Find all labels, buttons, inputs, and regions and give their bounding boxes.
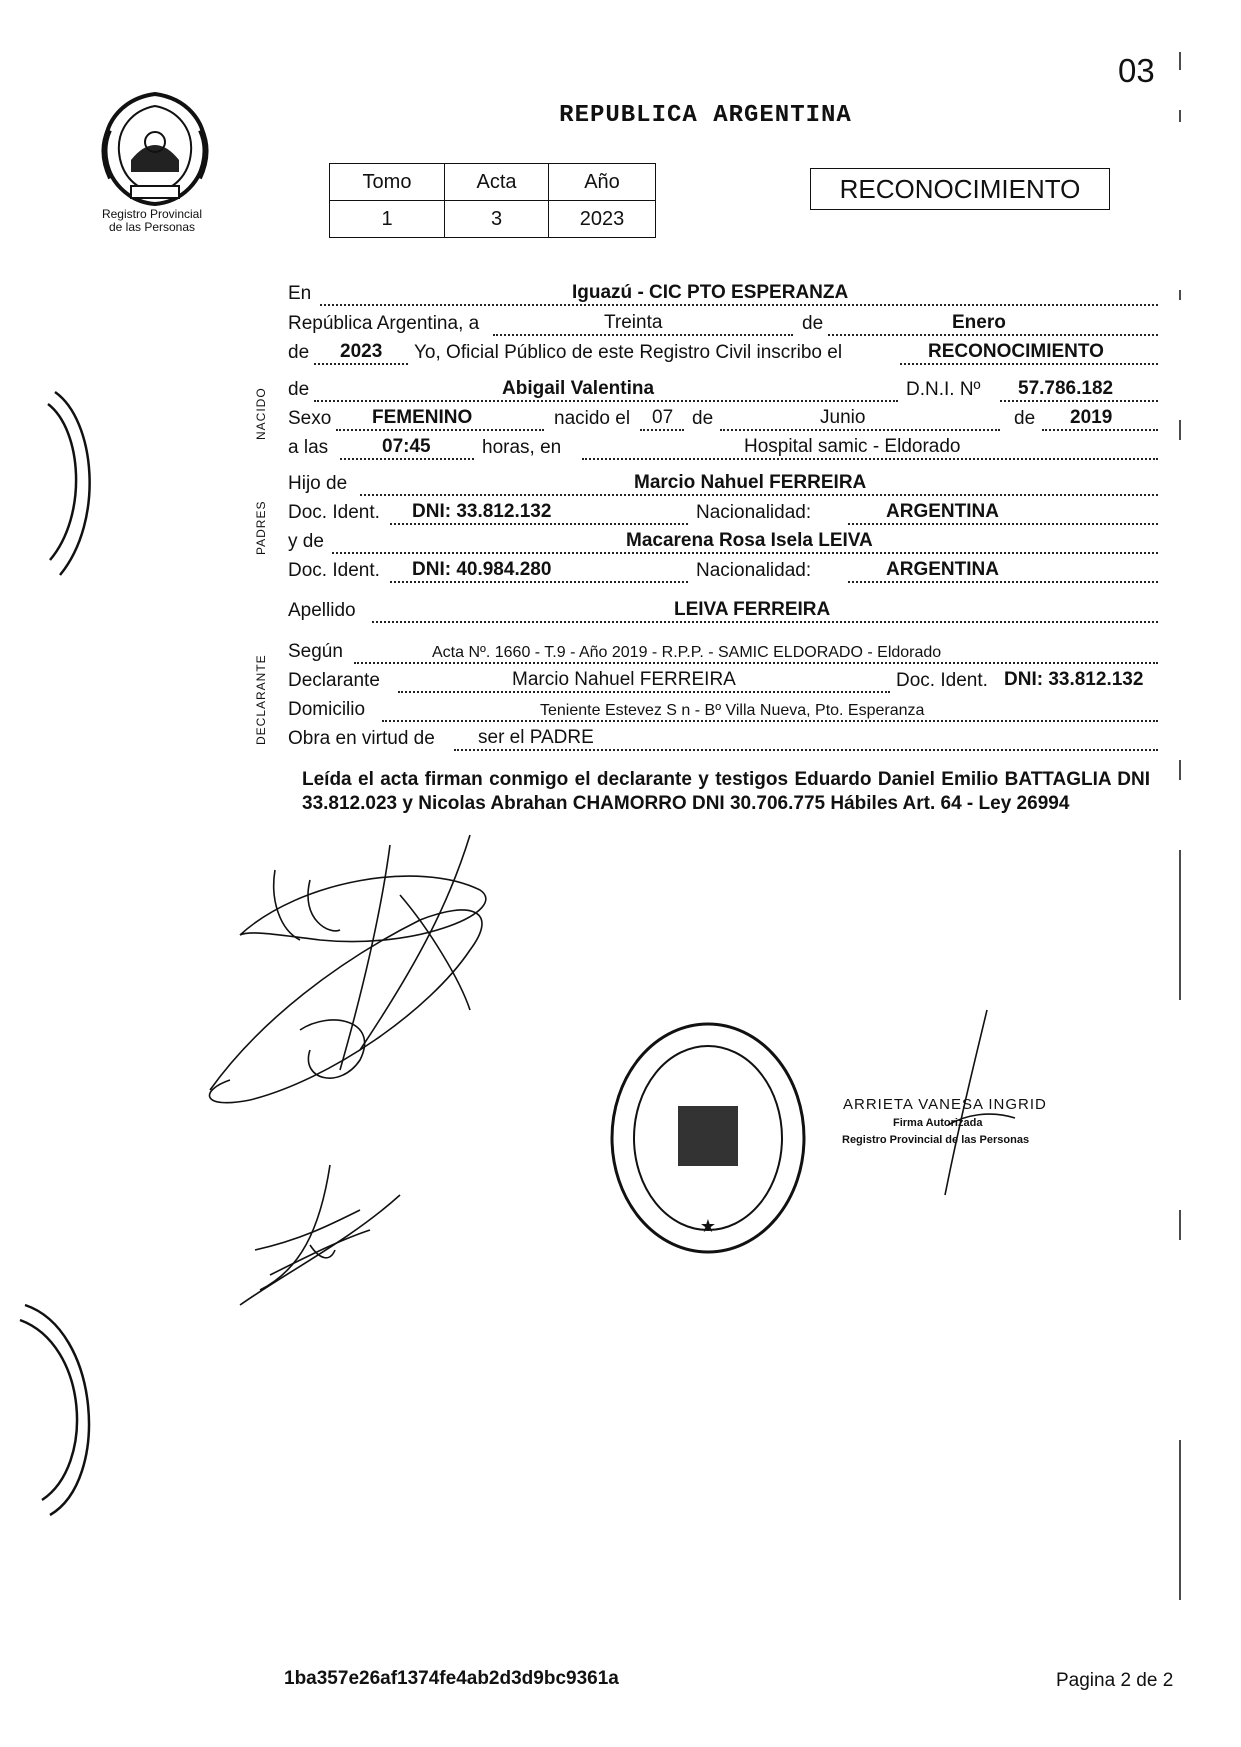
- delegation-stamp: [612, 1024, 804, 1252]
- value-declarant-name: Marcio Nahuel FERREIRA: [512, 669, 736, 690]
- value-anio: 2023: [549, 201, 656, 238]
- label-segun: Según: [288, 641, 343, 662]
- document-type-box: RECONOCIMIENTO: [810, 168, 1110, 210]
- label-de1: de: [802, 313, 824, 334]
- closing-statement: Leída el acta firman conmigo el declarante y testigos Eduardo Daniel Emilio BATTAGLIA DNI 33.812.023 y Nicolas Abrahan CHAMORRO DNI 30.706.775 Hábiles Art. 64 - Ley 26994: [302, 769, 1150, 814]
- value-capacity: ser el PADRE: [478, 727, 594, 748]
- svg-text:★: ★: [699, 1216, 717, 1236]
- value-mother-doc: DNI: 40.984.280: [412, 559, 552, 580]
- label-yde: y de: [288, 531, 324, 552]
- country-title: REPUBLICA ARGENTINA: [559, 102, 852, 129]
- section-label-nacido: NACIDO: [254, 387, 268, 440]
- value-birth-day: 07: [652, 407, 674, 428]
- value-sex: FEMENINO: [372, 407, 473, 428]
- label-domicilio: Domicilio: [288, 699, 366, 720]
- value-father-nationality: ARGENTINA: [886, 501, 999, 522]
- label-en: En: [288, 283, 312, 304]
- label-dni: D.N.I. Nº: [906, 379, 981, 400]
- section-label-declarante: DECLARANTE: [254, 654, 268, 745]
- value-father-doc: DNI: 33.812.132: [412, 501, 552, 522]
- label-horas: horas, en: [482, 437, 562, 458]
- value-day: Treinta: [604, 312, 663, 333]
- value-tomo: 1: [330, 201, 445, 238]
- value-year: 2023: [340, 341, 383, 362]
- header-anio: Año: [549, 164, 656, 201]
- label-de5: de: [1014, 408, 1036, 429]
- official-title: Firma Autorizada: [893, 1117, 983, 1129]
- partial-seal-bottom: [20, 1305, 89, 1515]
- page-number: 03: [1118, 52, 1155, 89]
- official-registry: Registro Provincial de las Personas: [842, 1134, 1030, 1146]
- label-apellido: Apellido: [288, 600, 356, 621]
- value-reference: Acta Nº. 1660 - T.9 - Año 2019 - R.P.P. - SAMIC ELDORADO - Eldorado: [432, 644, 942, 661]
- label-doc1: Doc. Ident.: [288, 502, 380, 523]
- declarant-signature: [210, 835, 486, 1103]
- value-declarant-doc: DNI: 33.812.132: [1004, 669, 1144, 690]
- official-name: ARRIETA VANESA INGRID: [843, 1096, 1047, 1113]
- label-de2: de: [288, 342, 310, 363]
- value-act-type: RECONOCIMIENTO: [928, 341, 1104, 362]
- value-birth-year: 2019: [1070, 407, 1113, 428]
- label-alas: a las: [288, 437, 329, 458]
- label-de3: de: [288, 379, 310, 400]
- value-child-name: Abigail Valentina: [502, 378, 655, 399]
- partial-seal-top: [48, 392, 90, 575]
- page-info: Pagina 2 de 2: [1056, 1670, 1174, 1691]
- label-nacido: nacido el: [554, 408, 631, 429]
- value-child-dni: 57.786.182: [1018, 378, 1114, 399]
- label-obra: Obra en virtud de: [288, 728, 435, 749]
- value-mother-name: Macarena Rosa Isela LEIVA: [626, 530, 873, 551]
- value-birth-time: 07:45: [382, 436, 431, 457]
- label-hijo: Hijo de: [288, 473, 348, 494]
- header-acta: Acta: [445, 164, 549, 201]
- value-address: Teniente Estevez S n - Bº Villa Nueva, Pto. Esperanza: [540, 702, 925, 719]
- label-doc2: Doc. Ident.: [288, 560, 380, 581]
- section-label-padres: PADRES: [254, 500, 268, 555]
- label-republica: República Argentina, a: [288, 313, 480, 334]
- label-sexo: Sexo: [288, 408, 332, 429]
- value-birth-place: Hospital samic - Eldorado: [744, 436, 961, 457]
- value-mother-nationality: ARGENTINA: [886, 559, 999, 580]
- label-doc3: Doc. Ident.: [896, 670, 988, 691]
- label-nac2: Nacionalidad:: [696, 560, 812, 581]
- value-birth-month: Junio: [820, 407, 866, 428]
- value-month: Enero: [952, 312, 1006, 333]
- header-tomo: Tomo: [330, 164, 445, 201]
- value-father-name: Marcio Nahuel FERREIRA: [634, 472, 867, 493]
- value-acta: 3: [445, 201, 549, 238]
- logo-caption-line1: Registro Provincial: [101, 207, 203, 221]
- label-yo: Yo, Oficial Público de este Registro Civil inscribo el: [414, 342, 843, 363]
- label-declarante: Declarante: [288, 670, 380, 691]
- value-surname: LEIVA FERREIRA: [674, 599, 831, 620]
- witness-signature: [240, 1165, 400, 1305]
- label-de4: de: [692, 408, 714, 429]
- logo-caption-line2: de las Personas: [108, 220, 196, 234]
- label-nac1: Nacionalidad:: [696, 502, 812, 523]
- document-hash: 1ba357e26af1374fe4ab2d3d9bc9361a: [284, 1668, 619, 1689]
- value-place: Iguazú - CIC PTO ESPERANZA: [572, 282, 849, 303]
